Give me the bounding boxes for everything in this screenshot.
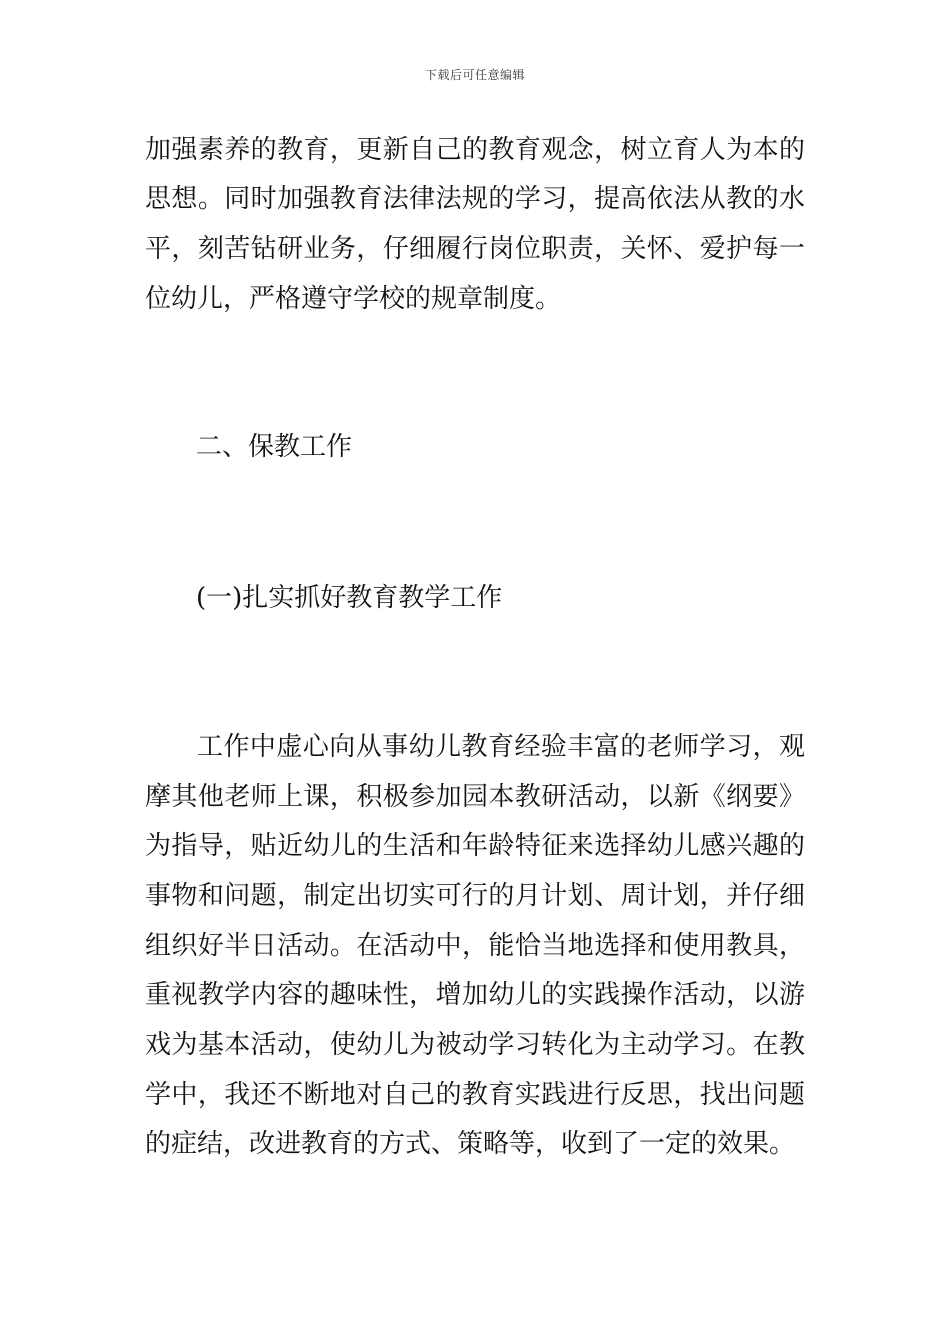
paragraph-line: 工作中虚心向从事幼儿教育经验丰富的老师学习，观	[197, 732, 805, 762]
section-heading: 二、保教工作	[196, 432, 353, 462]
paragraph-line: 的症结，改进教育的方式、策略等，收到了一定的效果。	[145, 1129, 796, 1159]
paragraph-line: 学中，我还不断地对自己的教育实践进行反思，找出问题	[145, 1080, 805, 1110]
paragraph-line: 加强素养的教育，更新自己的教育观念，树立育人为本的	[145, 135, 805, 165]
paragraph-line: 为指导，贴近幼儿的生活和年龄特征来选择幼儿感兴趣的	[145, 831, 805, 861]
paragraph-line: 位幼儿，严格遵守学校的规章制度。	[145, 284, 562, 314]
paragraph-line: 组织好半日活动。在活动中，能恰当地选择和使用教具，	[145, 931, 805, 961]
subsection-heading: (一)扎实抓好教育教学工作	[196, 583, 503, 613]
paragraph-line: 思想。同时加强教育法律法规的学习，提高依法从教的水	[145, 184, 805, 214]
paragraph-line: 重视教学内容的趣味性，增加幼儿的实践操作活动，以游	[145, 980, 805, 1010]
paragraph-line: 戏为基本活动，使幼儿为被动学习转化为主动学习。在教	[145, 1030, 805, 1060]
paragraph-line: 摩其他老师上课，积极参加园本教研活动，以新《纲要》	[145, 782, 805, 812]
paragraph-line: 平，刻苦钻研业务，仔细履行岗位职责，关怀、爱护每一	[145, 234, 805, 264]
header-note: 下载后可任意编辑	[424, 68, 525, 82]
paragraph-line: 事物和问题，制定出切实可行的月计划、周计划，并仔细	[145, 881, 805, 911]
